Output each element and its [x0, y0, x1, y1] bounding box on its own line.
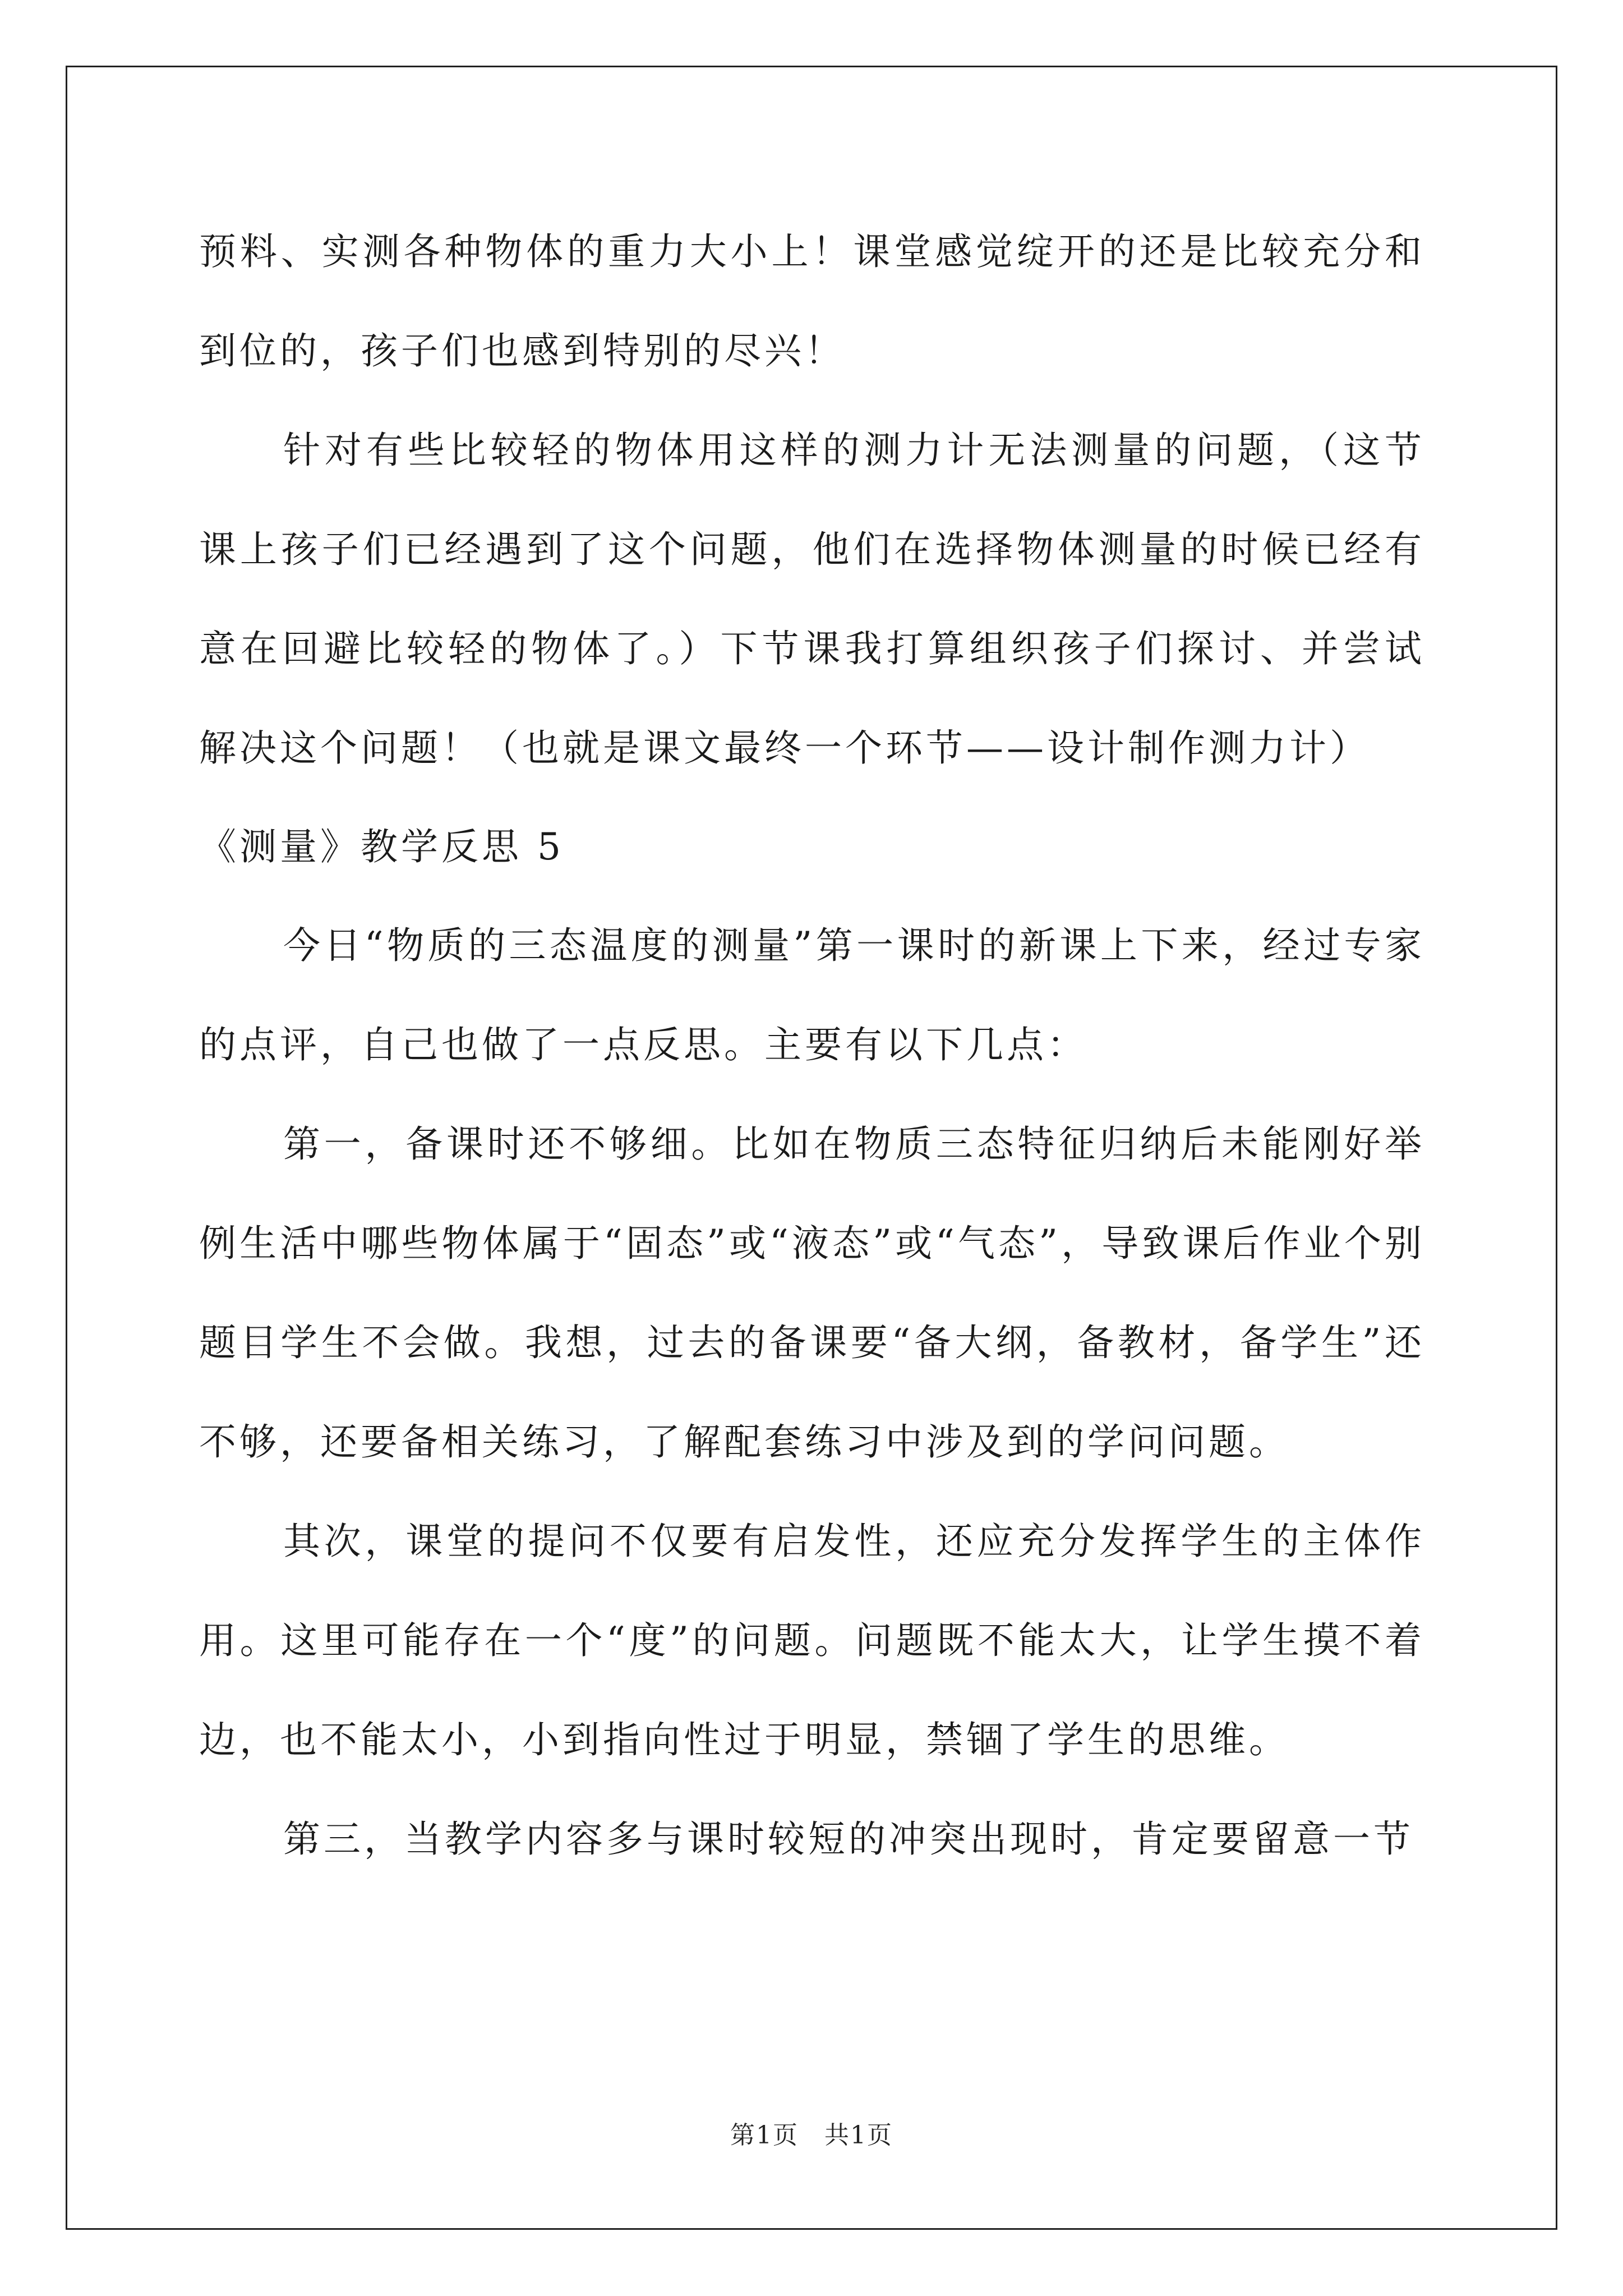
paragraph-continued: 预料、实测各种物体的重力大小上！课堂感觉绽开的还是比较充分和到位的，孩子们也感到特别的尽兴！ — [199, 230, 1425, 372]
paragraph-point-three: 第三，当教学内容多与课时较短的冲突出现时，肯定要留意一节 — [283, 1818, 1414, 1861]
paragraph-point-one: 第一，备课时还不够细。比如在物质三态特征归纳后未能刚好举例生活中哪些物体属于“固态”或“液态”或“气态”，导致课后作业个别题目学生不会做。我想，过去的备课要“备大纲，备教材，备学生”还不够，还要备相关练习，了解配套练习中涉及到的学问问题。 — [199, 1122, 1425, 1464]
paragraph-force-meter: 针对有些比较轻的物体用这样的测力计无法测量的问题，（这节课上孩子们已经遇到了这个问题，他们在选择物体测量的时候已经有意在回避比较轻的物体了。）下节课我打算组织孩子们探讨、并尝试解决这个问题！（也就是课文最终一个环节——设计制作测力计） — [199, 429, 1425, 770]
section-title: 《测量》教学反思 5 — [199, 825, 564, 868]
document-body — [199, 202, 1425, 1889]
paragraph-point-two: 其次，课堂的提问不仅要有启发性，还应充分发挥学生的主体作用。这里可能存在一个“度”的问题。问题既不能太大，让学生摸不着边，也不能太小，小到指向性过于明显，禁锢了学生的思维。 — [199, 1520, 1425, 1761]
paragraph-intro: 今日“物质的三态温度的测量”第一课时的新课上下来，经过专家的点评，自己也做了一点反思。主要有以下几点： — [199, 924, 1425, 1066]
page-footer: 第1页 共1页 — [730, 2121, 893, 2150]
